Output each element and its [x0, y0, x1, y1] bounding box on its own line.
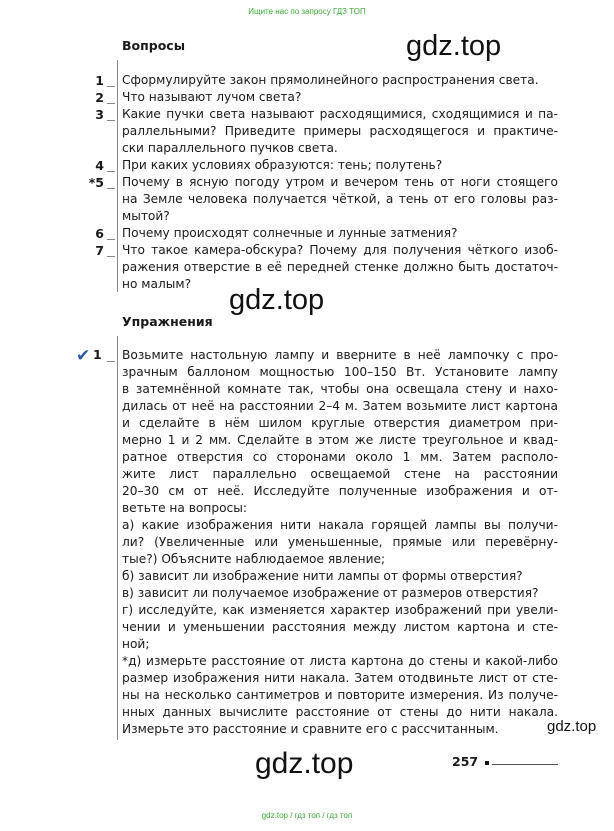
exercise-line: в затемнённой комнате так, чтобы она освещала стену и нахо- — [122, 382, 558, 396]
exercise-line: мерно 1 и 2 мм. Сделайте в этом же листе треугольное и квад- — [122, 433, 558, 447]
exercise-line: размер изображения нити накала. Затем отодвиньте лист от сте- — [122, 671, 558, 685]
exercise-line: тые?) Объясните наблюдаемое явление; — [122, 552, 386, 566]
exercise-line: б) зависит ли изображение нити лампы от формы отверстия? — [122, 569, 523, 583]
question-text: Почему происходят солнечные и лунные затмения? — [122, 226, 458, 240]
question-number: 7 — [95, 243, 104, 258]
question-tick — [107, 86, 115, 87]
page-number: 257 — [452, 754, 479, 769]
question-tick — [107, 103, 115, 104]
exercise-line: ли? (Увеличенные или уменьшенные, прямые или перевёрну- — [122, 535, 558, 549]
watermark: gdz.top — [255, 747, 354, 780]
question-tick — [107, 120, 115, 121]
exercise-line: ны на несколько сантиметров и повторите измерения. Из получе- — [122, 688, 558, 702]
margin-rule — [117, 336, 118, 740]
watermark: gdz.top — [406, 30, 502, 62]
section-title-questions: Вопросы — [122, 38, 186, 53]
exercise-line: ной; — [122, 637, 150, 651]
question-text: Почему в ясную погоду утром и вечером тень от ноги стоящего на Земле человека получается чёткой, а тень от его головы раз- мытой? — [122, 175, 558, 223]
exercise-line: жите лист параллельно освещаемой стене на расстоянии — [122, 467, 558, 481]
watermark: gdz.top — [229, 284, 325, 316]
question-number: 6 — [95, 226, 104, 241]
exercise-line: г) исследуйте, как изменяется характер изображений при увели- — [122, 603, 558, 617]
exercise-line: дилась от неё на расстоянии 2–4 м. Затем возьмите лист картона — [122, 399, 558, 413]
question-text: Что такое камера-обскура? Почему для получения чёткого изоб- ражения отверстие в её передней стенке должно быть достаточ- но малым? — [122, 243, 558, 291]
exercise-tick — [107, 361, 115, 362]
exercise-line: Возьмите настольную лампу и вверните в неё лампочку с про- — [122, 348, 558, 362]
exercise-line: *д) измерьте расстояние от листа картона до стены и какой-либо — [122, 654, 558, 668]
exercise-line: в) зависит ли получаемое изображение от размеров отверстия? — [122, 586, 539, 600]
watermark: gdz.top — [547, 718, 597, 735]
question-tick — [107, 256, 115, 257]
page-rule — [492, 764, 558, 765]
question-number: *5 — [88, 175, 104, 190]
exercise-line: зрачным баллоном мощностью 100–150 Вт. Установите лампу — [122, 365, 558, 379]
question-number: 1 — [95, 73, 104, 88]
question-tick — [107, 239, 115, 240]
exercise-line: 20–30 см от неё. Исследуйте полученные изображения и от- — [122, 484, 558, 498]
question-text: Сформулируйте закон прямолинейного распространения света. — [122, 73, 539, 87]
top-banner: Ищите нас по запросу ГДЗ ТОП — [248, 7, 366, 16]
page-marker — [485, 761, 489, 765]
question-text: При каких условиях образуются: тень; полутень? — [122, 158, 443, 172]
exercise-line: нных данных вычислите расстояние от стены до нити накала. — [122, 705, 558, 719]
checkmark-icon: ✔ — [76, 346, 91, 366]
margin-rule — [117, 60, 118, 292]
exercise-line: ратное отверстия со сторонами около 1 мм. Затем располо- — [122, 450, 558, 464]
question-tick — [107, 188, 115, 189]
bottom-banner: gdz.top / гдз топ / гдз топ — [261, 811, 353, 820]
question-number: 4 — [95, 158, 104, 173]
section-title-exercises: Упражнения — [122, 314, 213, 329]
exercise-line: Измерьте это расстояние и сравните его с рассчитанным. — [122, 722, 499, 736]
exercise-line: а) какие изображения нити накала горящей лампы вы получи- — [122, 518, 558, 532]
question-tick — [107, 171, 115, 172]
question-text: Какие пучки света называют расходящимися, сходящимися и па- раллельными? Приведите примеры расходящегося и практиче- ски параллельного пучков света. — [122, 107, 558, 155]
question-text: Что называют лучом света? — [122, 90, 302, 104]
exercise-text — [122, 347, 558, 738]
question-number: 3 — [95, 107, 104, 122]
exercise-number: 1 — [93, 347, 102, 362]
question-number: 2 — [95, 90, 104, 105]
exercise-line: ветьте на вопросы: — [122, 501, 247, 515]
exercise-line: и сделайте в нём шилом круглые отверстия диаметром при- — [122, 416, 558, 430]
exercise-line: чении и уменьшении расстояния между листом картона и сте- — [122, 620, 558, 634]
